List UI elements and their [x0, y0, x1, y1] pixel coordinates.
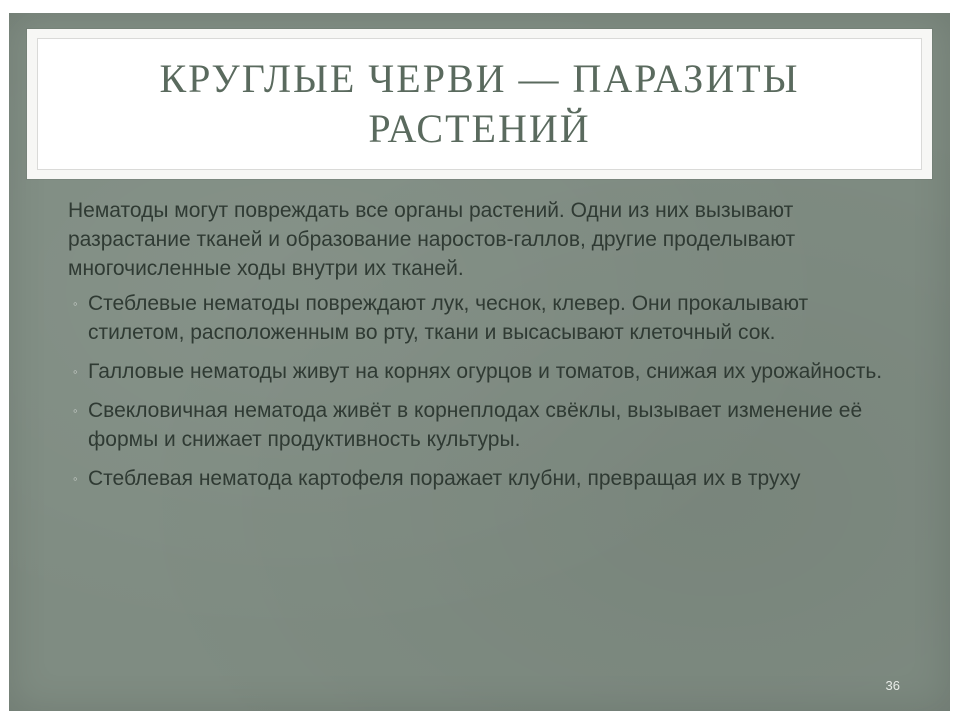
- slide: [9, 13, 950, 711]
- slide-body: [68, 196, 898, 503]
- title-band: [27, 29, 932, 179]
- bullet-list: [68, 289, 898, 493]
- bullet-icon: ◦: [73, 471, 78, 486]
- page-number: 36: [885, 678, 900, 693]
- bullet-text: Свекловичная нематода живёт в корнеплодах свёклы, вызывает изменение её формы и снижает продуктивность культуры.: [88, 399, 863, 451]
- list-item: [68, 464, 898, 493]
- title-frame: [37, 38, 922, 170]
- intro-paragraph: Нематоды могут повреждать все органы растений. Одни из них вызывают разрастание тканей и образование наростов-галлов, другие проделывают многочисленные ходы внутри их тканей.: [68, 199, 796, 280]
- bullet-text: Стеблевые нематоды повреждают лук, чеснок, клевер. Они прокалывают стилетом, расположенным во рту, ткани и высасывают клеточный сок.: [88, 292, 809, 344]
- list-item: [68, 396, 898, 454]
- bullet-text: Стеблевая нематода картофеля поражает клубни, превращая их в труху: [88, 467, 801, 490]
- list-item: [68, 289, 898, 347]
- bullet-icon: ◦: [73, 296, 78, 311]
- bullet-icon: ◦: [73, 403, 78, 418]
- slide-title: КРУГЛЫЕ ЧЕРВИ — ПАРАЗИТЫ РАСТЕНИЙ: [159, 56, 800, 151]
- bullet-icon: ◦: [73, 364, 78, 379]
- list-item: [68, 357, 898, 386]
- bullet-text: Галловые нематоды живут на корнях огурцов и томатов, снижая их урожайность.: [88, 360, 883, 383]
